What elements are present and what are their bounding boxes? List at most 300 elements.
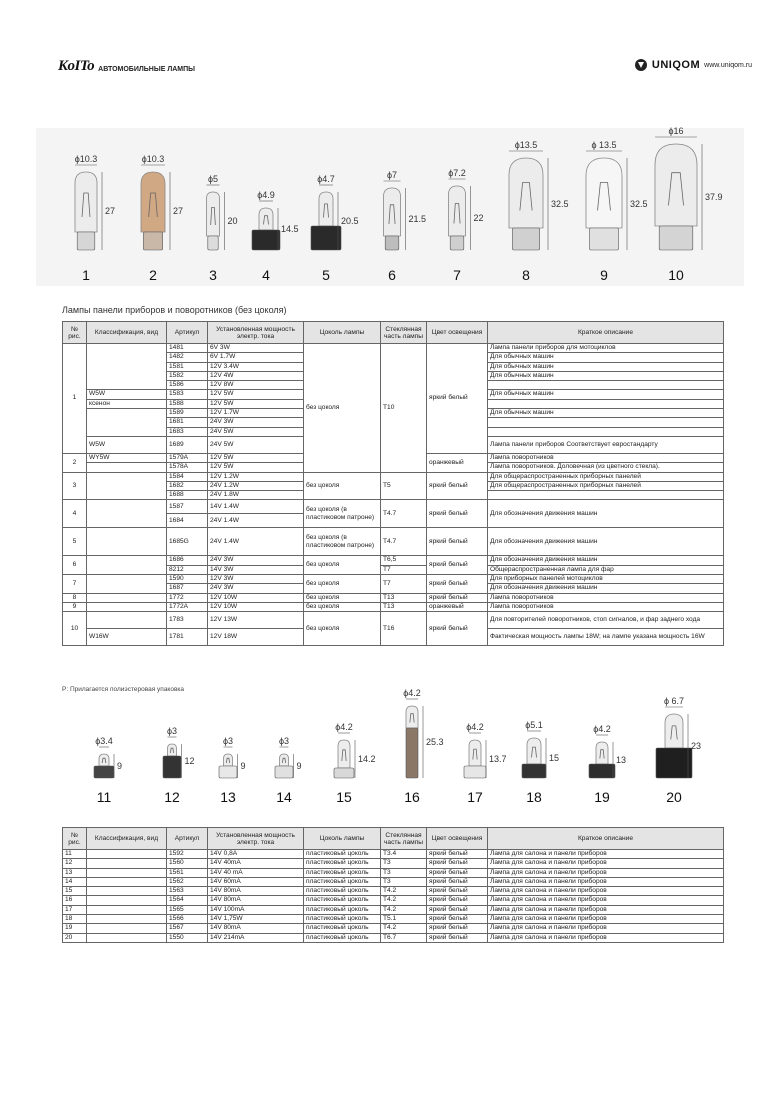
lamp-glass-2 [168, 744, 177, 756]
cell-base: без цоколя (в пластиковом патроне) [304, 500, 381, 528]
cell-num: 17 [63, 905, 87, 914]
col-num: № рис. [63, 322, 87, 344]
table-row [63, 887, 724, 896]
cell-power: 24V 3W [208, 584, 304, 593]
cell-description: Лампа для салона и панели приборов [488, 896, 724, 905]
cell-power: 12V 13W [208, 612, 304, 629]
cell-classification [87, 556, 167, 575]
brand-logo: KoITo [58, 58, 95, 74]
lamp-base-6 [406, 728, 418, 778]
lamp-diameter-label: ϕ4.2 [335, 722, 353, 732]
cell-power: 14V 1,75W [208, 915, 304, 924]
cell-glass: T5.1 [381, 915, 427, 924]
cell-classification [87, 850, 167, 859]
lamp-height-label: 14.2 [358, 754, 376, 764]
lamp-9 [589, 724, 626, 805]
cell-article: 1772 [167, 593, 208, 602]
col-description: Краткое описание [488, 322, 724, 344]
cell-description: Для обычных машин [488, 353, 724, 362]
lamp-diameter-label: ϕ16 [668, 126, 684, 136]
cell-description: Лампа поворотников [488, 602, 724, 611]
cell-article: 1684 [167, 514, 208, 528]
lamp-base-10 [659, 226, 693, 250]
cell-description: Для обычных машин [488, 362, 724, 371]
table-row [63, 528, 724, 556]
cell-classification [87, 575, 167, 594]
cell-classification [87, 472, 167, 500]
cell-classification [87, 593, 167, 602]
cell-num: 5 [63, 528, 87, 556]
cell-power: 24V 1.4W [208, 514, 304, 528]
cell-num: 7 [63, 575, 87, 594]
lamp-1 [75, 154, 115, 283]
cell-article: 1683 [167, 427, 208, 436]
lamp-height-label: 27 [173, 206, 184, 216]
cell-article: 1566 [167, 915, 208, 924]
cell-classification [87, 896, 167, 905]
lamp-9 [586, 140, 648, 283]
cell-description: Для общераспространенных приборных панелей [488, 472, 724, 481]
cell-num: 18 [63, 915, 87, 924]
lamp-glass-3 [207, 192, 220, 236]
cell-description: Лампа для салона и панели приборов [488, 924, 724, 933]
lamp-diameter-label: ϕ13.5 [514, 140, 538, 150]
lamp-4 [275, 736, 302, 805]
lamp-glass-1 [99, 754, 109, 766]
lamp-glass-6 [384, 188, 401, 236]
section-title: Лампы панели приборов и поворотников (без цоколя) [62, 305, 287, 315]
lamp-figure-number: 20 [666, 789, 682, 805]
cell-power: 6V 3W [208, 344, 304, 353]
cell-classification [87, 868, 167, 877]
cell-description: Фактическая мощность лампы 18W; на лампе указана мощность 16W [488, 629, 724, 646]
lamp-3 [207, 174, 238, 283]
col-power: Установленная мощность электр. тока [208, 322, 304, 344]
lamp-glass-9 [586, 158, 622, 228]
table-row [63, 933, 724, 942]
cell-description: Для обозначения движения машин [488, 500, 724, 528]
cell-power: 24V 1.2W [208, 481, 304, 490]
cell-color: оранжевый [427, 602, 488, 611]
cell-base: без цоколя [304, 472, 381, 500]
lamp-figure-number: 1 [82, 267, 90, 283]
lamp-diameter-label: ϕ4.2 [593, 724, 611, 734]
lamp-4 [252, 190, 299, 283]
lamp-table-interior [62, 827, 724, 943]
cell-power: 12V 5W [208, 399, 304, 408]
lamp-height-label: 9 [117, 761, 123, 771]
cell-article: 1584 [167, 472, 208, 481]
cell-color: яркий белый [427, 905, 488, 914]
cell-color: яркий белый [427, 924, 488, 933]
cell-power: 6V 1.7W [208, 353, 304, 362]
cell-article: 1772A [167, 602, 208, 611]
lamp-base-1 [77, 232, 95, 250]
cell-power: 14V 80mA [208, 887, 304, 896]
table-row [63, 500, 724, 514]
lamp-height-label: 27 [105, 206, 116, 216]
lamp-height-label: 23 [691, 741, 702, 751]
cell-description: Лампа для салона и панели приборов [488, 887, 724, 896]
col-classification: Классификация, вид [87, 828, 167, 850]
cell-article: 1550 [167, 933, 208, 942]
cell-description: Для обозначения движения машин [488, 584, 724, 593]
lamp-base-4 [252, 230, 280, 250]
cell-glass: T4.7 [381, 528, 427, 556]
lamp-5 [334, 722, 376, 805]
lamp-height-label: 20 [227, 216, 238, 226]
cell-color: яркий белый [427, 593, 488, 602]
lamp-diameter-label: ϕ10.3 [74, 154, 98, 164]
cell-power: 12V 5W [208, 463, 304, 472]
cell-article: 1688 [167, 491, 208, 500]
cell-description: Для обычных машин [488, 371, 724, 380]
table-row [63, 575, 724, 584]
cell-base: пластиковый цоколь [304, 915, 381, 924]
cell-power: 12V 1.2W [208, 472, 304, 481]
cell-glass: T10 [381, 344, 427, 473]
cell-power: 14V 60mA [208, 877, 304, 886]
cell-num: 6 [63, 556, 87, 575]
lamp-height-label: 25.3 [426, 737, 444, 747]
cell-article: 1686 [167, 556, 208, 565]
footnote: P: Прилагается полиэстеровая упаковка [62, 686, 185, 693]
cell-power: 12V 5W [208, 453, 304, 462]
cell-classification: W5W [87, 390, 167, 399]
cell-power: 12V 5W [208, 390, 304, 399]
cell-base: пластиковый цоколь [304, 887, 381, 896]
cell-base: без цоколя [304, 602, 381, 611]
lamp-1 [94, 736, 122, 805]
lamp-diameter-label: ϕ7 [386, 170, 398, 180]
lamp-figure-number: 18 [526, 789, 542, 805]
cell-description: Для обозначения движения машин [488, 528, 724, 556]
lamp-photos-top [36, 128, 744, 286]
cell-power: 12V 3.4W [208, 362, 304, 371]
lamp-base-8 [512, 228, 539, 250]
cell-classification [87, 887, 167, 896]
cell-power: 14V 100mA [208, 905, 304, 914]
lamp-base-7 [464, 766, 486, 778]
cell-num: 4 [63, 500, 87, 528]
cell-base: без цоколя (в пластиковом патроне) [304, 528, 381, 556]
lamp-height-label: 13.7 [489, 754, 507, 764]
lamp-figure-number: 16 [404, 789, 420, 805]
cell-glass: T7 [381, 565, 427, 574]
cell-description: Лампа панели приборов Соответствует евростандарту [488, 436, 724, 453]
col-num: № рис. [63, 828, 87, 850]
col-article: Артикул [167, 828, 208, 850]
table-row [63, 905, 724, 914]
lamp-height-label: 13 [616, 755, 627, 765]
cell-description: Лампа для салона и панели приборов [488, 915, 724, 924]
cell-power: 12V 8W [208, 381, 304, 390]
cell-num: 8 [63, 593, 87, 602]
cell-num: 3 [63, 472, 87, 500]
col-color: Цвет освещения [427, 322, 488, 344]
lamp-glass-7 [449, 186, 466, 236]
cell-color: яркий белый [427, 850, 488, 859]
cell-base: пластиковый цоколь [304, 896, 381, 905]
lamp-glass-5 [319, 192, 333, 226]
cell-color: яркий белый [427, 556, 488, 575]
cell-power: 24V 1.8W [208, 491, 304, 500]
cell-description [488, 399, 724, 408]
partner [634, 58, 752, 72]
table-row [63, 868, 724, 877]
table-row [63, 915, 724, 924]
lamp-diameter-label: ϕ3 [166, 726, 178, 736]
lamp-glass-3 [224, 754, 233, 766]
lamp-figure-number: 7 [453, 267, 461, 283]
lamp-glass-10 [665, 714, 683, 748]
cell-article: 1590 [167, 575, 208, 584]
lamp-figure-number: 4 [262, 267, 270, 283]
lamp-height-label: 12 [184, 756, 195, 766]
lamp-height-label: 21.5 [408, 214, 427, 224]
lamp-base-9 [590, 228, 619, 250]
cell-article: 1589 [167, 409, 208, 418]
cell-color: яркий белый [427, 612, 488, 646]
col-description: Краткое описание [488, 828, 724, 850]
cell-article: 1482 [167, 353, 208, 362]
lamp-glass-8 [527, 738, 541, 764]
cell-article: 1567 [167, 924, 208, 933]
cell-article: 1687 [167, 584, 208, 593]
cell-glass: T4.2 [381, 905, 427, 914]
cell-color: яркий белый [427, 528, 488, 556]
cell-glass: T3 [381, 868, 427, 877]
cell-power: 24V 5W [208, 436, 304, 453]
cell-base: пластиковый цоколь [304, 905, 381, 914]
cell-article: 1685G [167, 528, 208, 556]
cell-power: 14V 80mA [208, 924, 304, 933]
lamp-figure-number: 3 [209, 267, 217, 283]
cell-power: 14V 214mA [208, 933, 304, 942]
lamp-table-dashboard [62, 321, 724, 646]
cell-color: яркий белый [427, 472, 488, 500]
cell-power: 14V 3W [208, 565, 304, 574]
cell-classification [87, 528, 167, 556]
cell-num: 16 [63, 896, 87, 905]
cell-classification [87, 915, 167, 924]
cell-power: 14V 0,8A [208, 850, 304, 859]
cell-article: 1560 [167, 859, 208, 868]
cell-glass: T3 [381, 859, 427, 868]
cell-description: Лампа поворотников [488, 593, 724, 602]
cell-article: 1582 [167, 371, 208, 380]
col-base: Цоколь лампы [304, 322, 381, 344]
col-classification: Классификация, вид [87, 322, 167, 344]
cell-power: 12V 10W [208, 593, 304, 602]
lamp-figure-number: 6 [388, 267, 396, 283]
lamp-base-9 [589, 764, 615, 778]
lamp-glass-7 [469, 740, 481, 766]
cell-description: Лампа поворотников [488, 453, 724, 462]
col-glass: Стеклянная часть лампы [381, 322, 427, 344]
cell-description [488, 381, 724, 390]
lamp-base-8 [522, 764, 546, 778]
lamp-diameter-label: ϕ4.7 [317, 174, 335, 184]
cell-num: 19 [63, 924, 87, 933]
lamp-glass-8 [509, 158, 543, 228]
lamp-8 [522, 720, 559, 805]
table-row [63, 859, 724, 868]
lamp-height-label: 32.5 [630, 199, 648, 209]
table-row [63, 877, 724, 886]
cell-description: Общераспространенная лампа для фар [488, 565, 724, 574]
lamp-10 [656, 696, 701, 805]
cell-base: пластиковый цоколь [304, 933, 381, 942]
lamp-figure-number: 19 [594, 789, 610, 805]
cell-classification: WY5W [87, 453, 167, 462]
cell-classification [87, 409, 167, 437]
lamp-figure-number: 12 [164, 789, 180, 805]
cell-color: яркий белый [427, 877, 488, 886]
cell-description: Для обычных машин [488, 409, 724, 418]
cell-base: пластиковый цоколь [304, 868, 381, 877]
cell-color: яркий белый [427, 575, 488, 594]
lamp-base-4 [275, 766, 293, 778]
cell-color: яркий белый [427, 887, 488, 896]
cell-glass: T7 [381, 575, 427, 594]
cell-description: Для повторителей поворотников, стоп сигналов, и фар заднего хода [488, 612, 724, 629]
cell-description [488, 427, 724, 436]
cell-base: без цоколя [304, 612, 381, 646]
cell-power: 12V 1.7W [208, 409, 304, 418]
cell-glass: T3 [381, 877, 427, 886]
lamp-glass-6 [406, 706, 418, 728]
lamp-figure-number: 15 [336, 789, 352, 805]
lamp-figure-number: 11 [96, 789, 112, 805]
cell-color: яркий белый [427, 859, 488, 868]
lamp-diameter-label: ϕ7.2 [448, 168, 466, 178]
cell-article: 1562 [167, 877, 208, 886]
lamp-height-label: 22 [473, 213, 484, 223]
lamp-figure-number: 14 [276, 789, 292, 805]
cell-base: без цоколя [304, 556, 381, 575]
cell-glass: T4.2 [381, 887, 427, 896]
cell-glass: T4.2 [381, 896, 427, 905]
cell-article: 1682 [167, 481, 208, 490]
cell-article: 1581 [167, 362, 208, 371]
lamp-base-3 [219, 766, 237, 778]
lamp-10 [655, 126, 723, 283]
partner-url: www.uniqom.ru [704, 61, 752, 69]
cell-glass: T6.7 [381, 933, 427, 942]
cell-glass: T5 [381, 472, 427, 500]
cell-color: яркий белый [427, 344, 488, 454]
lamp-base-3 [208, 236, 218, 250]
cell-classification: W5W [87, 436, 167, 453]
lamp-2 [163, 726, 195, 805]
lamp-diameter-label: ϕ10.3 [141, 154, 165, 164]
cell-num: 10 [63, 612, 87, 646]
cell-color: яркий белый [427, 896, 488, 905]
partner-logo-icon [634, 58, 648, 72]
cell-glass: T13 [381, 602, 427, 611]
lamp-height-label: 32.5 [551, 199, 569, 209]
lamp-height-label: 14.5 [281, 224, 299, 234]
lamp-glass-4 [259, 208, 273, 230]
col-base: Цоколь лампы [304, 828, 381, 850]
cell-glass: T13 [381, 593, 427, 602]
lamp-glass-4 [280, 754, 289, 766]
lamp-figure-number: 8 [522, 267, 530, 283]
cell-description: Лампа для салона и панели приборов [488, 859, 724, 868]
cell-num: 2 [63, 453, 87, 472]
brand-subtitle: АВТОМОБИЛЬНЫЕ ЛАМПЫ [98, 66, 196, 73]
cell-base: пластиковый цоколь [304, 859, 381, 868]
lamp-diameter-label: ϕ5.1 [525, 720, 543, 730]
cell-base: без цоколя [304, 593, 381, 602]
lamp-diameter-label: ϕ4.2 [466, 722, 484, 732]
cell-classification: ксенон [87, 399, 167, 408]
lamp-figure-number: 5 [322, 267, 330, 283]
cell-article: 1578A [167, 463, 208, 472]
cell-description: Для обычных машин [488, 390, 724, 399]
cell-base: пластиковый цоколь [304, 877, 381, 886]
lamp-base-7 [450, 236, 464, 250]
cell-classification [87, 924, 167, 933]
lamp-height-label: 20.5 [341, 216, 359, 226]
cell-num: 1 [63, 344, 87, 454]
cell-base: без цоколя [304, 575, 381, 594]
lamp-5 [311, 174, 359, 283]
cell-base: пластиковый цоколь [304, 924, 381, 933]
lamp-6 [403, 688, 443, 805]
cell-glass: T16 [381, 612, 427, 646]
cell-article: 1564 [167, 896, 208, 905]
cell-article: 1689 [167, 436, 208, 453]
col-power: Установленная мощность электр. тока [208, 828, 304, 850]
cell-article: 1561 [167, 868, 208, 877]
cell-description: Лампа панели приборов для мотоциклов [488, 344, 724, 353]
lamp-6 [384, 170, 427, 283]
cell-num: 14 [63, 877, 87, 886]
lamp-base-2 [163, 756, 181, 778]
table-row [63, 593, 724, 602]
lamp-diameter-label: ϕ5 [207, 174, 219, 184]
cell-color: яркий белый [427, 500, 488, 528]
cell-description [488, 418, 724, 427]
cell-num: 9 [63, 602, 87, 611]
table-row [63, 344, 724, 353]
table-header-row [63, 322, 724, 344]
cell-classification [87, 602, 167, 611]
cell-power: 14V 40 mA [208, 868, 304, 877]
cell-num: 15 [63, 887, 87, 896]
cell-classification [87, 612, 167, 629]
lamp-figure-number: 10 [668, 267, 684, 283]
cell-num: 11 [63, 850, 87, 859]
cell-power: 24V 5W [208, 427, 304, 436]
lamp-height-label: 15 [549, 753, 560, 763]
cell-article: 1579A [167, 453, 208, 462]
col-color: Цвет освещения [427, 828, 488, 850]
lamp-7 [464, 722, 507, 805]
table-row [63, 612, 724, 629]
cell-power: 12V 3W [208, 575, 304, 584]
cell-description: Для общераспространенных приборных панелей [488, 481, 724, 490]
lamp-glass-9 [596, 742, 608, 764]
lamp-figure-number: 13 [220, 789, 236, 805]
lamp-8 [509, 140, 569, 283]
cell-power: 12V 4W [208, 371, 304, 380]
cell-article: 1565 [167, 905, 208, 914]
lamp-diameter-label: ϕ 13.5 [591, 140, 617, 150]
cell-article: 8212 [167, 565, 208, 574]
